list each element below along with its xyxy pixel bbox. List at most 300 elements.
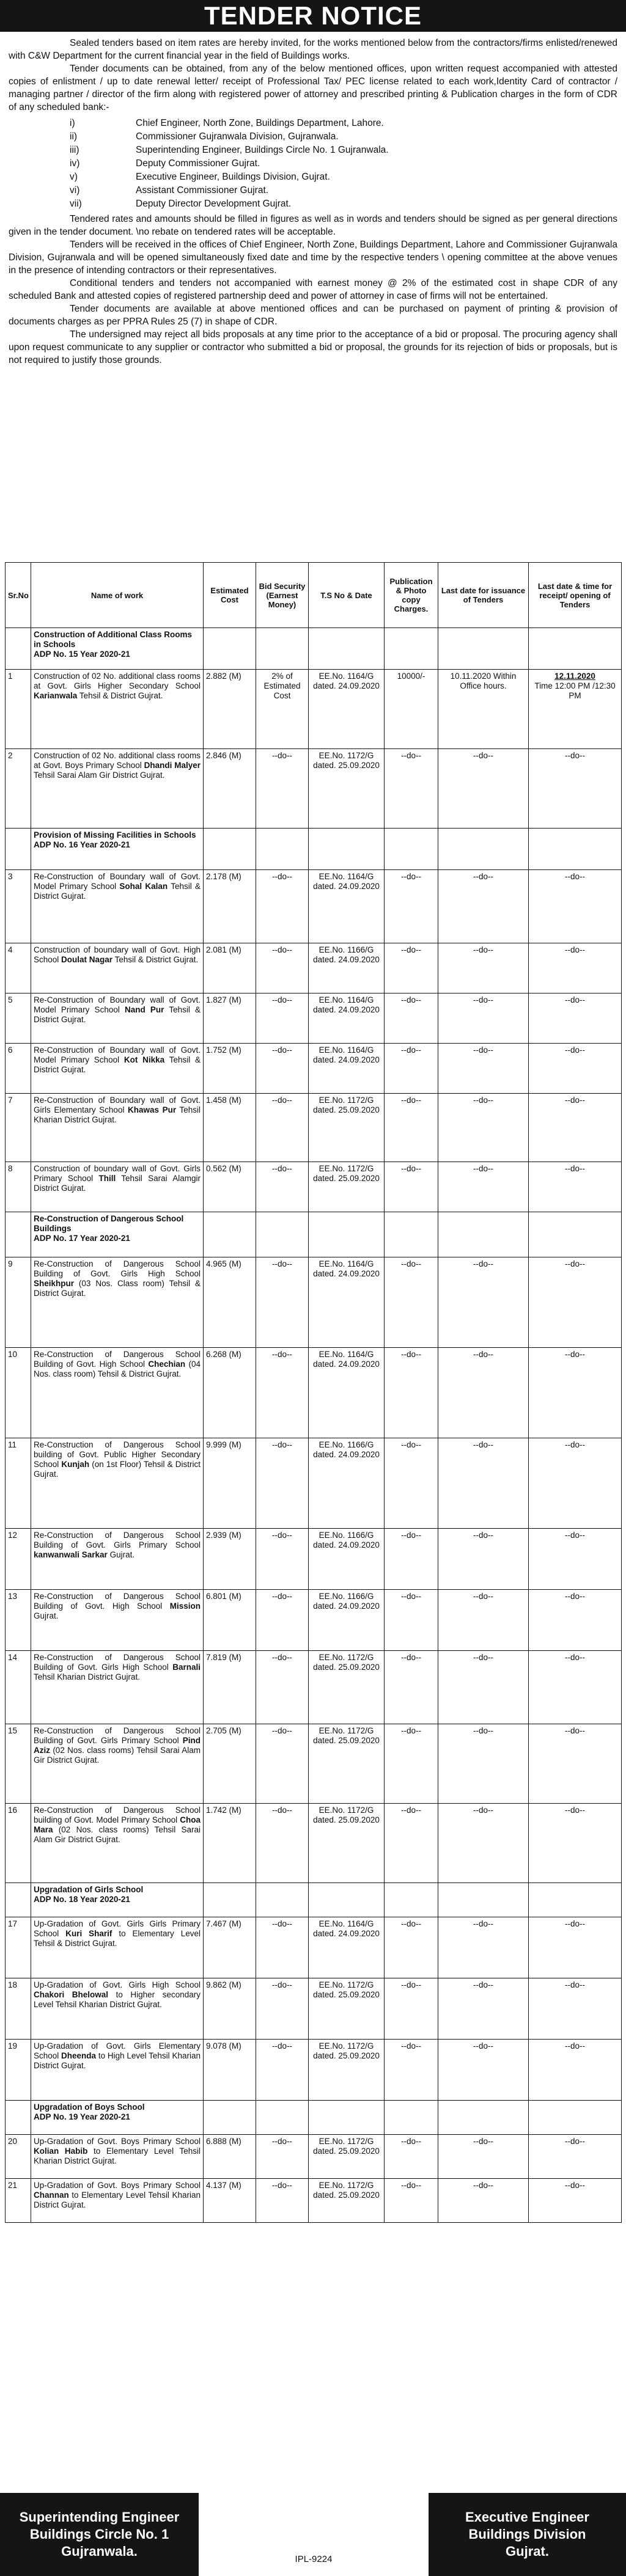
receipt-cell: --do--	[529, 870, 622, 943]
signatory-line: Buildings Division	[468, 2527, 586, 2542]
work-name-cell	[31, 870, 204, 943]
table-row	[6, 749, 622, 829]
pub-cell: --do--	[385, 1917, 438, 1978]
security-cell: --do--	[256, 1804, 309, 1883]
work-text: Construction of boundary wall of Govt. High School	[34, 945, 201, 964]
cost-cell: 2.705 (M)	[204, 1724, 256, 1804]
pub-cell: --do--	[385, 1094, 438, 1162]
work-text: Tehsil Kharian District Gujrat.	[34, 1672, 141, 1681]
section-empty-cell	[204, 1212, 256, 1257]
table-row	[6, 1162, 622, 1212]
sr-cell: 20	[6, 2135, 31, 2179]
table-row	[6, 1094, 622, 1162]
section-empty-cell	[529, 829, 622, 870]
receipt-cell: --do--	[529, 1094, 622, 1162]
sr-cell: 15	[6, 1724, 31, 1804]
issue-cell: --do--	[438, 1094, 529, 1162]
receipt-cell: --do--	[529, 1529, 622, 1590]
ts-cell: EE.No. 1172/G dated. 25.09.2020	[309, 1804, 385, 1883]
receipt-cell: --do--	[529, 943, 622, 993]
cost-cell: 1.827 (M)	[204, 993, 256, 1044]
section-empty-cell	[256, 2101, 309, 2135]
work-text: (on 1st Floor) Tehsil & District Gujrat.	[34, 1460, 201, 1479]
office-item	[9, 170, 617, 183]
intro-paragraph: Tenders will be received in the offices of Chief Engineer, North Zone, Buildings Department, Lahore and Commissioner Gujranwala Division, Gujranwala and will be opened simultaneously fixed date and time by the respective tenders \ opening committee at the above venues in the presence of intending contractors or their representatives.	[9, 240, 617, 276]
section-empty-cell	[385, 1212, 438, 1257]
section-empty-cell	[309, 628, 385, 670]
pub-cell: --do--	[385, 1590, 438, 1651]
work-name-cell	[31, 1162, 204, 1212]
ts-cell: EE.No. 1164/G dated. 24.09.2020	[309, 1044, 385, 1094]
signatory-executive-engineer	[429, 2493, 626, 2576]
col-name: Name of work	[31, 563, 204, 628]
table-row	[6, 1651, 622, 1724]
sr-cell: 9	[6, 1257, 31, 1348]
work-text: Up-Gradation of Govt. Girls High School	[34, 1980, 201, 1989]
section-name: Upgradation of Boys School	[34, 2102, 145, 2112]
section-name: Re-Construction of Dangerous School Buildings	[34, 1214, 184, 1233]
receipt-cell: --do--	[529, 1257, 622, 1348]
ipl-code: IPL-9224	[295, 2554, 333, 2564]
pub-cell: --do--	[385, 870, 438, 943]
sr-cell: 10	[6, 1348, 31, 1438]
work-name-cell	[31, 993, 204, 1044]
work-text: Construction of boundary wall of Govt. Girls Primary School	[34, 1164, 201, 1183]
col-cost: Estimated Cost	[204, 563, 256, 628]
cost-cell: 2.939 (M)	[204, 1529, 256, 1590]
work-text: Tehsil & District Gujrat.	[79, 691, 163, 700]
office-num: i)	[70, 117, 75, 128]
table-row	[6, 1438, 622, 1529]
school-location: Chechian	[148, 1359, 186, 1369]
school-location: Sheikhpur	[34, 1279, 75, 1288]
work-text: Tehsil Sarai Alamgir District Gujrat.	[34, 1174, 201, 1193]
work-name-cell	[31, 2040, 204, 2101]
intro-paragraph: Sealed tenders based on item rates are hereby invited, for the works mentioned below from the contractors/firms enlisted/renewed with C&W Department for the current financial year in the field of Buildings works.	[9, 38, 617, 61]
pub-cell: --do--	[385, 2135, 438, 2179]
sr-cell: 6	[6, 1044, 31, 1094]
section-empty-cell	[438, 1212, 529, 1257]
work-text: (04 Nos. class room) Tehsil & District Gujrat.	[34, 1359, 201, 1378]
issue-cell: --do--	[438, 1724, 529, 1804]
issue-cell: --do--	[438, 2040, 529, 2101]
section-sr-cell	[6, 1212, 31, 1257]
work-text: Gujrat.	[34, 1611, 59, 1620]
school-location: Thill	[98, 1174, 116, 1183]
pub-cell: --do--	[385, 943, 438, 993]
intro-paragraph: Tender documents can be obtained, from any of the below mentioned offices, upon written request accompanied with attested copies of enlistment / up to date renewal letter/ receipt of Professional Tax/ PEC license related to each work,Identity Card of contractor / managing partner / director of the firm along with registered power of attorney and prescribed printing & Publication charges in the form of CDR of any scheduled bank:-	[9, 64, 617, 112]
table-row	[6, 1590, 622, 1651]
work-text: Re-Construction of Dangerous School Building of Govt. Girls High School	[34, 1653, 201, 1672]
school-location: Pind Aziz	[34, 1736, 201, 1755]
work-name-cell	[31, 1438, 204, 1529]
section-empty-cell	[309, 1883, 385, 1917]
issue-cell: --do--	[438, 870, 529, 943]
pub-cell: --do--	[385, 1804, 438, 1883]
pub-cell: --do--	[385, 1651, 438, 1724]
work-text: Up-Gradation of Govt. Boys Primary School	[34, 2181, 201, 2190]
security-cell: --do--	[256, 870, 309, 943]
school-location: Kunjah	[61, 1460, 90, 1469]
ts-cell: EE.No. 1164/G dated. 24.09.2020	[309, 1257, 385, 1348]
school-location: Dhandi Malyer	[144, 761, 201, 770]
table-row	[6, 670, 622, 749]
security-cell: --do--	[256, 749, 309, 829]
section-sr-cell	[6, 829, 31, 870]
work-text: to Elementary Level Tehsil & District Gujrat.	[34, 1929, 201, 1948]
office-item	[9, 143, 617, 156]
section-empty-cell	[385, 2101, 438, 2135]
security-cell: --do--	[256, 1044, 309, 1094]
work-name-cell	[31, 1348, 204, 1438]
signatory-line: Executive Engineer	[465, 2509, 589, 2525]
office-item	[9, 197, 617, 210]
section-row	[6, 1212, 622, 1257]
table-row	[6, 2040, 622, 2101]
section-empty-cell	[385, 628, 438, 670]
security-cell: --do--	[256, 1724, 309, 1804]
pub-cell: --do--	[385, 1257, 438, 1348]
ts-cell: EE.No. 1172/G dated. 25.09.2020	[309, 2179, 385, 2223]
security-cell: --do--	[256, 1529, 309, 1590]
pub-cell: --do--	[385, 749, 438, 829]
notice-title: TENDER NOTICE	[0, 0, 626, 32]
cost-cell: 4.137 (M)	[204, 2179, 256, 2223]
issue-cell: --do--	[438, 1917, 529, 1978]
receipt-cell	[529, 670, 622, 749]
office-num: iii)	[70, 144, 79, 155]
sr-cell: 13	[6, 1590, 31, 1651]
section-empty-cell	[204, 1883, 256, 1917]
sr-cell: 19	[6, 2040, 31, 2101]
cost-cell: 2.081 (M)	[204, 943, 256, 993]
issue-cell: --do--	[438, 1978, 529, 2040]
issue-cell: --do--	[438, 1529, 529, 1590]
cost-cell: 1.742 (M)	[204, 1804, 256, 1883]
work-text: Tehsil Kharian District Gujrat.	[34, 1105, 201, 1124]
section-empty-cell	[529, 2101, 622, 2135]
table-row	[6, 1257, 622, 1348]
work-text: Re-Construction of Boundary wall of Govt. Model Primary School	[34, 995, 201, 1014]
school-location: Khawas Pur	[128, 1105, 177, 1114]
ts-cell: EE.No. 1172/G dated. 25.09.2020	[309, 749, 385, 829]
sr-cell: 1	[6, 670, 31, 749]
work-name-cell	[31, 1044, 204, 1094]
intro-paragraph: Conditional tenders and tenders not accompanied with earnest money @ 2% of the estimated cost in shape CDR of any scheduled Bank and attested copies of registered partnership deed and power of attorney in case of firms will not be entertained.	[9, 278, 617, 301]
work-text: Tehsil & District Gujrat.	[114, 955, 199, 964]
section-title	[31, 829, 204, 870]
table-row	[6, 993, 622, 1044]
work-text: to Elementary Level Tehsil Kharian District Gujrat.	[34, 2190, 201, 2209]
work-text: Tehsil & District Gujrat.	[34, 1055, 201, 1074]
section-name: Provision of Missing Facilities in Schools	[34, 830, 196, 840]
issue-cell: --do--	[438, 2135, 529, 2179]
cost-cell: 2.882 (M)	[204, 670, 256, 749]
office-text: Assistant Commissioner Gujrat.	[136, 185, 269, 196]
school-location: Karianwala	[34, 691, 78, 700]
table-row	[6, 2135, 622, 2179]
work-text: (02 Nos. class rooms) Tehsil Sarai Alam Gir District Gujrat.	[34, 1825, 201, 1844]
table-row	[6, 1348, 622, 1438]
issue-cell: --do--	[438, 993, 529, 1044]
col-sr: Sr.No	[6, 563, 31, 628]
work-text: to High Level Tehsil Kharian District Gujrat.	[34, 2051, 201, 2070]
work-name-cell	[31, 1724, 204, 1804]
section-empty-cell	[256, 628, 309, 670]
work-name-cell	[31, 1651, 204, 1724]
office-num: ii)	[70, 131, 78, 142]
office-text: Deputy Commissioner Gujrat.	[136, 158, 260, 169]
section-empty-cell	[438, 829, 529, 870]
ts-cell: EE.No. 1166/G dated. 24.09.2020	[309, 1590, 385, 1651]
work-text: to Higher secondary Level Tehsil Kharian District Gujrat.	[34, 1990, 201, 2009]
section-empty-cell	[438, 628, 529, 670]
receipt-cell: --do--	[529, 1804, 622, 1883]
ts-cell: EE.No. 1164/G dated. 24.09.2020	[309, 1917, 385, 1978]
sr-cell: 11	[6, 1438, 31, 1529]
section-empty-cell	[256, 1883, 309, 1917]
section-empty-cell	[204, 2101, 256, 2135]
section-row	[6, 829, 622, 870]
issue-cell: --do--	[438, 1257, 529, 1348]
footer	[0, 2493, 626, 2576]
security-cell: --do--	[256, 1257, 309, 1348]
section-row	[6, 1883, 622, 1917]
work-text: Up-Gradation of Govt. Girls Elementary School	[34, 2041, 201, 2060]
cost-cell: 6.888 (M)	[204, 2135, 256, 2179]
issue-cell: --do--	[438, 1438, 529, 1529]
school-location: Mission	[169, 1601, 201, 1611]
sr-cell: 4	[6, 943, 31, 993]
work-name-cell	[31, 1917, 204, 1978]
col-security: Bid Security (Earnest Money)	[256, 563, 309, 628]
signatory-line: Superintending Engineer	[19, 2509, 180, 2525]
work-text: (03 Nos. Class room) Tehsil & District Gujrat.	[34, 1279, 201, 1298]
school-location: Channan	[34, 2190, 69, 2200]
work-text: Re-Construction of Dangerous School Building of Govt. Girls Primary School	[34, 1726, 201, 1745]
section-name: Construction of Additional Class Rooms in Schools	[34, 630, 193, 649]
section-sr-cell	[6, 2101, 31, 2135]
work-text: Up-Gradation of Govt. Boys Primary School	[34, 2137, 201, 2146]
school-location: Nand Pur	[125, 1005, 164, 1014]
office-item	[9, 183, 617, 197]
security-cell: 2% of Estimated Cost	[256, 670, 309, 749]
sr-cell: 16	[6, 1804, 31, 1883]
cost-cell: 7.819 (M)	[204, 1651, 256, 1724]
work-name-cell	[31, 943, 204, 993]
pub-cell: --do--	[385, 1438, 438, 1529]
work-text: Tehsil & District Gujrat.	[34, 882, 201, 901]
cost-cell: 1.752 (M)	[204, 1044, 256, 1094]
school-location: Dheenda	[61, 2051, 97, 2060]
security-cell: --do--	[256, 1438, 309, 1529]
receipt-cell: --do--	[529, 749, 622, 829]
school-location: Barnali	[172, 1663, 201, 1672]
issue-cell: --do--	[438, 1162, 529, 1212]
work-text: Re-Construction of Boundary wall of Govt. Model Primary School	[34, 872, 201, 891]
table-row	[6, 1529, 622, 1590]
receipt-cell: --do--	[529, 1044, 622, 1094]
section-empty-cell	[256, 1212, 309, 1257]
issue-cell: --do--	[438, 1044, 529, 1094]
office-num: vi)	[70, 185, 80, 196]
section-adp: ADP No. 19 Year 2020-21	[34, 2112, 130, 2121]
intro-paragraph: Tender documents are available at above mentioned offices and can be purchased on payment of printing & provision of documents charges as per PPRA Rules 25 (7) in shape of CDR.	[9, 304, 617, 327]
office-text: Deputy Director Development Gujrat.	[136, 198, 292, 209]
signatory-line: Gujranwala.	[61, 2544, 138, 2559]
security-cell: --do--	[256, 1094, 309, 1162]
section-empty-cell	[204, 829, 256, 870]
security-cell: --do--	[256, 2179, 309, 2223]
ts-cell: EE.No. 1166/G dated. 24.09.2020	[309, 1529, 385, 1590]
table-row	[6, 2179, 622, 2223]
security-cell: --do--	[256, 1162, 309, 1212]
ts-cell: EE.No. 1164/G dated. 24.09.2020	[309, 870, 385, 943]
receipt-cell: --do--	[529, 2135, 622, 2179]
work-name-cell	[31, 749, 204, 829]
receipt-cell: --do--	[529, 1438, 622, 1529]
pub-cell: 10000/-	[385, 670, 438, 749]
work-text: Tehsil & District Gujrat.	[34, 1005, 201, 1024]
office-text: Chief Engineer, North Zone, Buildings Department, Lahore.	[136, 117, 384, 128]
office-text: Commissioner Gujranwala Division, Gujranwala.	[136, 131, 339, 142]
cost-cell: 0.562 (M)	[204, 1162, 256, 1212]
security-cell: --do--	[256, 1917, 309, 1978]
table-row	[6, 1804, 622, 1883]
school-location: Chakori Bhelowal	[34, 1990, 109, 1999]
section-title	[31, 1883, 204, 1917]
table-row	[6, 870, 622, 943]
security-cell: --do--	[256, 993, 309, 1044]
section-empty-cell	[385, 1883, 438, 1917]
security-cell: --do--	[256, 2040, 309, 2101]
work-text: Construction of 02 No. additional class rooms at Govt. Girls Higher Secondary School	[34, 671, 201, 690]
ts-cell: EE.No. 1164/G dated. 24.09.2020	[309, 670, 385, 749]
receipt-cell: --do--	[529, 1651, 622, 1724]
office-num: vii)	[70, 198, 82, 209]
sr-cell: 17	[6, 1917, 31, 1978]
security-cell: --do--	[256, 1590, 309, 1651]
cost-cell: 9.862 (M)	[204, 1978, 256, 2040]
cost-cell: 9.078 (M)	[204, 2040, 256, 2101]
pub-cell: --do--	[385, 1348, 438, 1438]
security-cell: --do--	[256, 1348, 309, 1438]
school-location: Kuri Sharif	[65, 1929, 112, 1938]
school-location: Doulat Nagar	[61, 955, 113, 964]
work-text: Construction of 02 No. additional class rooms at Govt. Boys Primary School	[34, 751, 201, 770]
work-name-cell	[31, 2179, 204, 2223]
ts-cell: EE.No. 1172/G dated. 25.09.2020	[309, 2040, 385, 2101]
school-location: Kot Nikka	[123, 1055, 165, 1064]
section-row	[6, 2101, 622, 2135]
work-name-cell	[31, 2135, 204, 2179]
cost-cell: 4.965 (M)	[204, 1257, 256, 1348]
office-text: Superintending Engineer, Buildings Circle No. 1 Gujranwala.	[136, 144, 389, 155]
sr-cell: 8	[6, 1162, 31, 1212]
cost-cell: 2.178 (M)	[204, 870, 256, 943]
ts-cell: EE.No. 1166/G dated. 24.09.2020	[309, 1438, 385, 1529]
work-name-cell	[31, 1590, 204, 1651]
section-adp: ADP No. 16 Year 2020-21	[34, 840, 130, 849]
section-empty-cell	[256, 829, 309, 870]
section-title	[31, 2101, 204, 2135]
security-cell: --do--	[256, 943, 309, 993]
issue-cell: --do--	[438, 1651, 529, 1724]
work-name-cell	[31, 1529, 204, 1590]
issue-cell: --do--	[438, 2179, 529, 2223]
pub-cell: --do--	[385, 1978, 438, 2040]
cost-cell: 7.467 (M)	[204, 1917, 256, 1978]
section-empty-cell	[438, 1883, 529, 1917]
ts-cell: EE.No. 1172/G dated. 25.09.2020	[309, 2135, 385, 2179]
ts-cell: EE.No. 1164/G dated. 24.09.2020	[309, 993, 385, 1044]
issue-cell: 10.11.2020 Within Office hours.	[438, 670, 529, 749]
section-empty-cell	[309, 829, 385, 870]
sr-cell: 7	[6, 1094, 31, 1162]
section-adp: ADP No. 17 Year 2020-21	[34, 1234, 130, 1243]
school-location: Sohal Kalan	[119, 882, 168, 891]
work-text: Re-Construction of Dangerous School Building of Govt. High School	[34, 1350, 201, 1369]
section-adp: ADP No. 18 Year 2020-21	[34, 1895, 130, 1904]
ts-cell: EE.No. 1164/G dated. 24.09.2020	[309, 1348, 385, 1438]
work-text: Re-Construction of Dangerous School Building of Govt. High School	[34, 1592, 201, 1611]
table-row	[6, 1978, 622, 2040]
sr-cell: 21	[6, 2179, 31, 2223]
cost-cell: 1.458 (M)	[204, 1094, 256, 1162]
cost-cell: 9.999 (M)	[204, 1438, 256, 1529]
pub-cell: --do--	[385, 2179, 438, 2223]
work-text: (02 Nos. class rooms) Tehsil Sarai Alam Gir District Gujrat.	[34, 1746, 201, 1765]
cost-cell: 6.268 (M)	[204, 1348, 256, 1438]
receipt-cell: --do--	[529, 1978, 622, 2040]
section-empty-cell	[529, 1212, 622, 1257]
office-text: Executive Engineer, Buildings Division, Gujrat.	[136, 171, 330, 182]
ts-cell: EE.No. 1172/G dated. 25.09.2020	[309, 1162, 385, 1212]
section-sr-cell	[6, 1883, 31, 1917]
table-body	[6, 628, 622, 2223]
sr-cell: 18	[6, 1978, 31, 2040]
receipt-cell: --do--	[529, 993, 622, 1044]
receipt-cell: --do--	[529, 2040, 622, 2101]
col-issue: Last date for issuance of Tenders	[438, 563, 529, 628]
work-text: Re-Construction of Dangerous School building of Govt. Model Primary School	[34, 1806, 201, 1824]
work-name-cell	[31, 1804, 204, 1883]
sr-cell: 12	[6, 1529, 31, 1590]
signatory-line: Buildings Circle No. 1	[29, 2527, 169, 2542]
table-row	[6, 1044, 622, 1094]
security-cell: --do--	[256, 1651, 309, 1724]
work-text: Tehsil Sarai Alam Gir District Gujrat.	[34, 770, 165, 780]
school-location: Kolian Habib	[34, 2146, 88, 2156]
receipt-time: Time 12:00 PM /12:30 PM	[534, 681, 616, 700]
section-title	[31, 1212, 204, 1257]
section-row	[6, 628, 622, 670]
pub-cell: --do--	[385, 1162, 438, 1212]
receipt-date: 12.11.2020	[554, 671, 595, 681]
work-name-cell	[31, 1094, 204, 1162]
table-row	[6, 1724, 622, 1804]
col-pub: Publication & Photo copy Charges.	[385, 563, 438, 628]
cost-cell: 2.846 (M)	[204, 749, 256, 829]
receipt-cell: --do--	[529, 1162, 622, 1212]
issue-cell: --do--	[438, 1348, 529, 1438]
section-empty-cell	[438, 2101, 529, 2135]
security-cell: --do--	[256, 2135, 309, 2179]
work-name-cell	[31, 1257, 204, 1348]
section-empty-cell	[529, 1883, 622, 1917]
table-row	[6, 943, 622, 993]
ts-cell: EE.No. 1172/G dated. 25.09.2020	[309, 1978, 385, 2040]
